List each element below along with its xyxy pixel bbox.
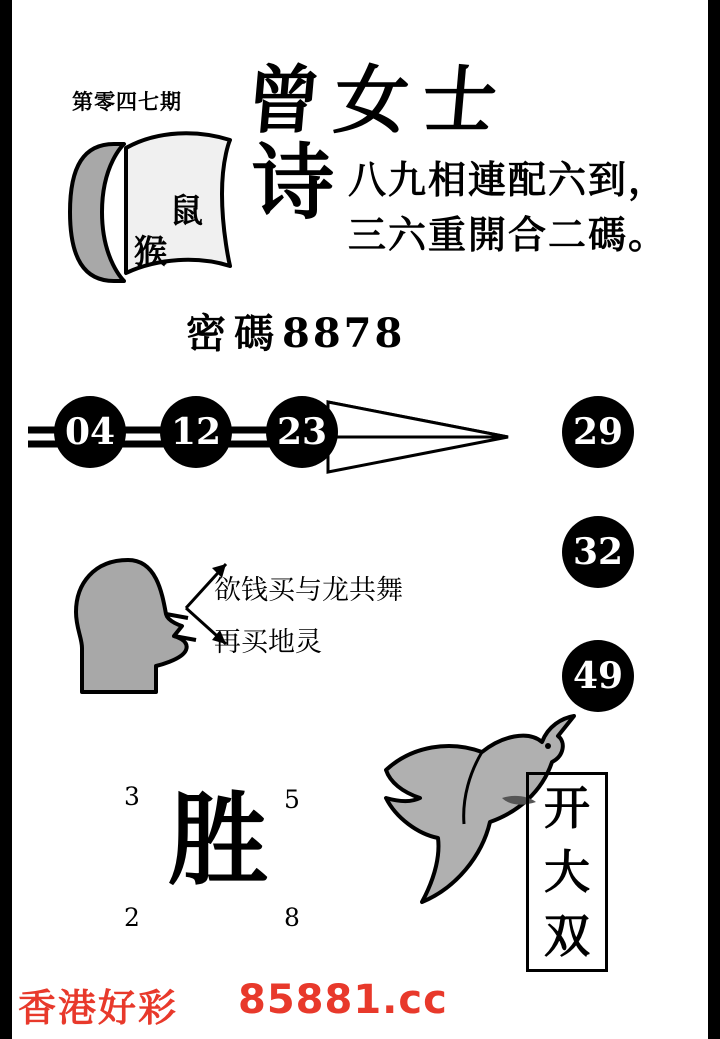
banner-char: 开	[544, 781, 590, 835]
issue-label: 第零四七期	[72, 89, 182, 114]
corner-number: 5	[284, 785, 300, 814]
password-label: 密碼	[186, 310, 282, 357]
speech-line-1: 欲钱买与龙共舞	[214, 575, 403, 606]
zodiac-top: 鼠	[170, 191, 203, 230]
riddle-character: 胜	[168, 781, 268, 899]
number-ball: 23	[266, 396, 338, 468]
number-ball: 32	[562, 516, 634, 588]
number-ball: 29	[562, 396, 634, 468]
number-ball: 04	[54, 396, 126, 468]
footer-brand: 香港好彩	[18, 986, 179, 1030]
password-value: 8878	[282, 310, 406, 357]
number-ball: 12	[160, 396, 232, 468]
banner-char: 大	[544, 845, 590, 899]
vertical-banner	[530, 776, 604, 968]
banner-char: 双	[544, 909, 590, 963]
password-row	[186, 302, 405, 359]
verse-block	[348, 152, 668, 262]
verse-line-2: 三六重開合二碼。	[348, 212, 669, 258]
zodiac-bottom: 猴	[134, 232, 167, 271]
poem-char: 诗	[252, 135, 335, 231]
page-title: 曾女士	[242, 58, 515, 144]
verse-line-1: 八九相連配六到，	[348, 157, 669, 202]
number-ball: 49	[562, 640, 634, 712]
footer	[0, 977, 720, 1030]
footer-url[interactable]: 85881.cc	[238, 977, 448, 1023]
corner-number: 3	[124, 782, 140, 811]
corner-number: 8	[284, 903, 300, 932]
corner-number: 2	[124, 903, 140, 932]
speech-line-2: 再买地灵	[214, 627, 322, 658]
